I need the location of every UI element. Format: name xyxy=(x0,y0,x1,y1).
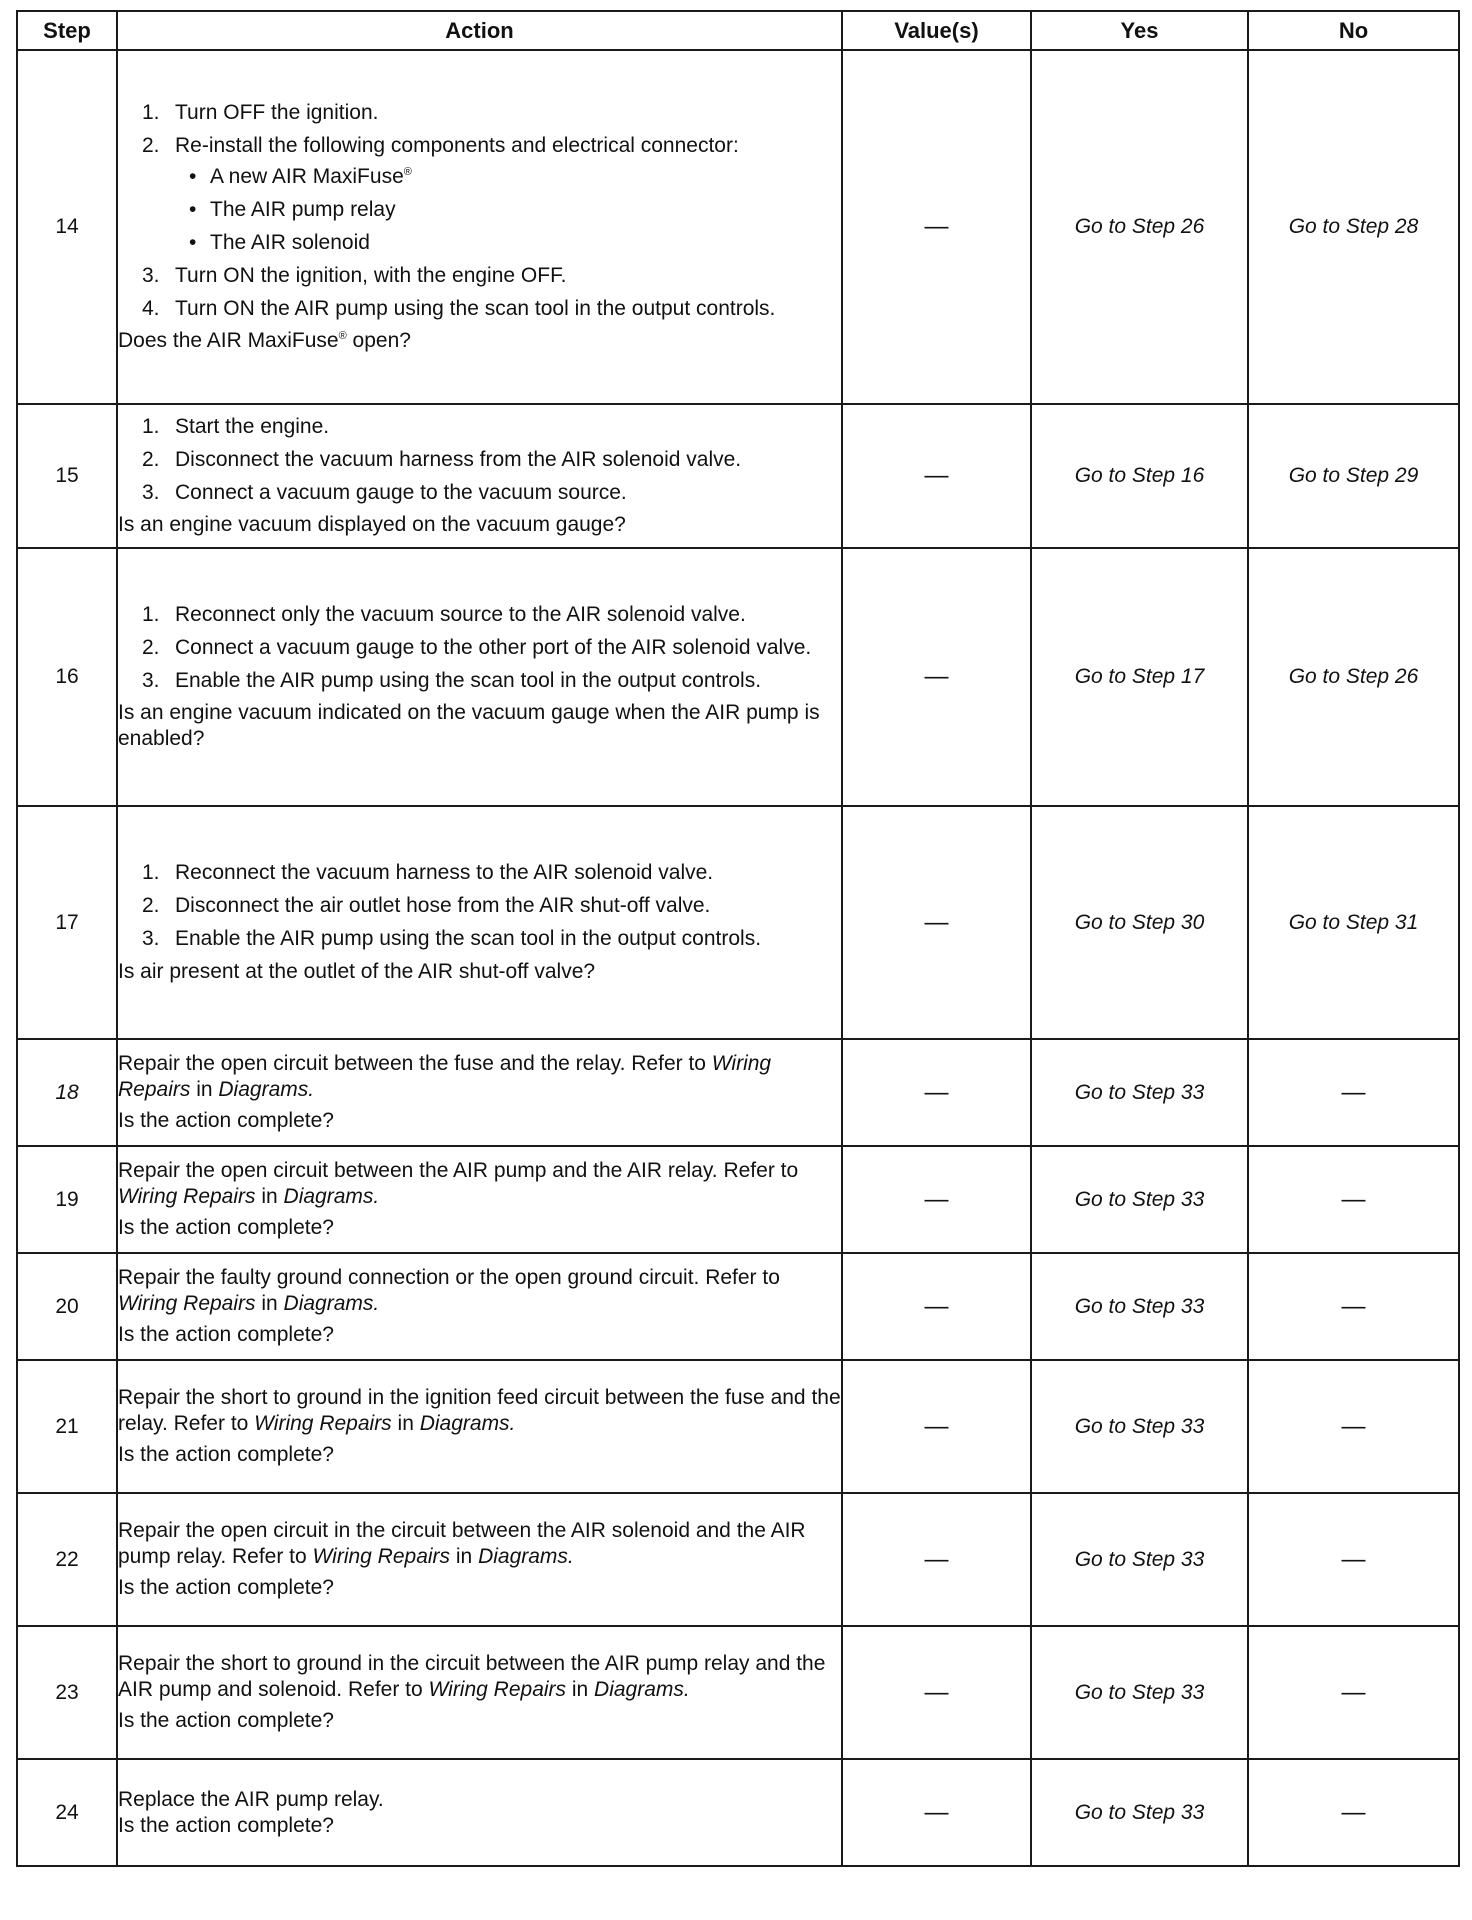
list-item: 4. Turn ON the AIR pump using the scan tool in the output controls. xyxy=(142,296,776,320)
header-no: No xyxy=(1248,11,1459,50)
yes-link[interactable]: Go to Step 33 xyxy=(1031,1253,1248,1360)
value-cell: — xyxy=(842,1759,1031,1866)
value-cell: — xyxy=(842,1039,1031,1146)
yes-link[interactable]: Go to Step 33 xyxy=(1031,1039,1248,1146)
table-row xyxy=(17,806,1459,1039)
table-row xyxy=(17,1626,1459,1759)
step-number: 24 xyxy=(17,1759,117,1866)
step-number: 16 xyxy=(17,548,117,806)
header-action: Action xyxy=(117,11,842,50)
action-cell xyxy=(117,806,842,1039)
action-text: Repair the short to ground in the ignition feed circuit between the fuse and the relay. Refer to Wiring Repairs in Diagrams. xyxy=(118,1386,841,1436)
step-number: 21 xyxy=(17,1360,117,1493)
step-number: 19 xyxy=(17,1146,117,1253)
yes-link[interactable]: Go to Step 30 xyxy=(1031,806,1248,1039)
step-number: 18 xyxy=(17,1039,117,1146)
no-link[interactable]: Go to Step 26 xyxy=(1248,548,1459,806)
action-list xyxy=(118,414,841,505)
value-cell: — xyxy=(842,404,1031,548)
yes-link[interactable]: Go to Step 33 xyxy=(1031,1759,1248,1866)
question-text: Does the AIR MaxiFuse® open? xyxy=(118,329,411,353)
table-row xyxy=(17,1253,1459,1360)
header-row xyxy=(17,11,1459,50)
list-item: 1. Start the engine. xyxy=(142,414,330,438)
diagnostic-steps-table xyxy=(16,10,1460,1867)
no-value: — xyxy=(1248,1759,1459,1866)
yes-link[interactable]: Go to Step 26 xyxy=(1031,50,1248,404)
action-text: Repair the short to ground in the circuit between the AIR pump relay and the AIR pump and solenoid. Refer to Wiring Repairs in Diagrams. xyxy=(118,1652,826,1702)
step-number: 23 xyxy=(17,1626,117,1759)
list-item: 3. Enable the AIR pump using the scan tool in the output controls. xyxy=(142,927,762,950)
step-number: 14 xyxy=(17,50,117,404)
value-cell: — xyxy=(842,1253,1031,1360)
no-value: — xyxy=(1248,1360,1459,1493)
action-cell xyxy=(117,548,842,806)
yes-link[interactable]: Go to Step 33 xyxy=(1031,1146,1248,1253)
action-text: Replace the AIR pump relay. xyxy=(118,1787,384,1811)
list-item: 1. Reconnect the vacuum harness to the AIR solenoid valve. xyxy=(142,861,714,885)
header-values: Value(s) xyxy=(842,11,1031,50)
diagnostic-table-page xyxy=(16,10,1458,1867)
list-item: 1. Turn OFF the ignition. xyxy=(142,100,379,124)
action-text: Repair the faulty ground connection or the open ground circuit. Refer to Wiring Repairs in Diagrams. xyxy=(118,1266,780,1316)
step-number: 15 xyxy=(17,404,117,548)
table-row xyxy=(17,1039,1459,1146)
no-value: — xyxy=(1248,1039,1459,1146)
list-item: 3. Turn ON the ignition, with the engine OFF. xyxy=(142,263,567,287)
yes-link[interactable]: Go to Step 33 xyxy=(1031,1493,1248,1626)
no-value: — xyxy=(1248,1626,1459,1759)
table-row xyxy=(17,1360,1459,1493)
step-number: 17 xyxy=(17,806,117,1039)
list-item: • The AIR solenoid xyxy=(189,231,370,254)
list-item: • The AIR pump relay xyxy=(189,198,396,222)
list-item: 2. Connect a vacuum gauge to the other port of the AIR solenoid valve. xyxy=(142,635,812,659)
action-cell xyxy=(117,1360,842,1493)
list-item: 2. Re-install the following components and electrical connector: • A new AIR MaxiFuse® • The AIR pump relay • The AIR solenoid xyxy=(118,133,841,256)
value-cell: — xyxy=(842,1360,1031,1493)
table-row xyxy=(17,1493,1459,1626)
step-number: 22 xyxy=(17,1493,117,1626)
list-item: • A new AIR MaxiFuse® xyxy=(189,165,412,189)
table-row xyxy=(17,50,1459,404)
yes-link[interactable]: Go to Step 17 xyxy=(1031,548,1248,806)
table-row xyxy=(17,404,1459,548)
question-text: Is an engine vacuum indicated on the vacuum gauge when the AIR pump is enabled? xyxy=(118,701,820,751)
question-text: Is the action complete? xyxy=(118,1108,334,1132)
list-item: 3. Connect a vacuum gauge to the vacuum source. xyxy=(142,480,627,504)
action-text: Repair the open circuit between the fuse and the relay. Refer to Wiring Repairs in Diagrams. xyxy=(118,1052,772,1102)
value-cell: — xyxy=(842,1626,1031,1759)
yes-link[interactable]: Go to Step 33 xyxy=(1031,1626,1248,1759)
yes-link[interactable]: Go to Step 16 xyxy=(1031,404,1248,548)
list-item: 1. Reconnect only the vacuum source to the AIR solenoid valve. xyxy=(142,602,746,626)
question-text: Is the action complete? xyxy=(118,1215,334,1239)
question-text: Is the action complete? xyxy=(118,1813,334,1837)
header-step: Step xyxy=(17,11,117,50)
list-item: 2. Disconnect the air outlet hose from the AIR shut-off valve. xyxy=(142,894,711,918)
no-link[interactable]: Go to Step 31 xyxy=(1248,806,1459,1039)
question-text: Is an engine vacuum displayed on the vacuum gauge? xyxy=(118,513,626,537)
no-link[interactable]: Go to Step 29 xyxy=(1248,404,1459,548)
action-cell xyxy=(117,1759,842,1866)
action-cell xyxy=(117,1493,842,1626)
question-text: Is the action complete? xyxy=(118,1708,334,1732)
value-cell: — xyxy=(842,50,1031,404)
no-value: — xyxy=(1248,1253,1459,1360)
question-text: Is the action complete? xyxy=(118,1322,334,1346)
no-value: — xyxy=(1248,1146,1459,1253)
action-list xyxy=(118,100,841,322)
value-cell: — xyxy=(842,548,1031,806)
action-cell xyxy=(117,1039,842,1146)
header-yes: Yes xyxy=(1031,11,1248,50)
action-text: Repair the open circuit in the circuit between the AIR solenoid and the AIR pump relay. Refer to Wiring Repairs in Diagrams. xyxy=(118,1519,806,1569)
registered-mark: ® xyxy=(403,166,412,179)
table-row xyxy=(17,548,1459,806)
component-list xyxy=(175,164,841,255)
table-row xyxy=(17,1759,1459,1866)
action-cell xyxy=(117,1146,842,1253)
value-cell: — xyxy=(842,1146,1031,1253)
list-item: 3. Enable the AIR pump using the scan tool in the output controls. xyxy=(142,668,762,692)
action-list xyxy=(118,602,841,693)
value-cell: — xyxy=(842,1493,1031,1626)
table-row xyxy=(17,1146,1459,1253)
question-text: Is the action complete? xyxy=(118,1575,334,1599)
action-cell xyxy=(117,404,842,548)
no-link[interactable]: Go to Step 28 xyxy=(1248,50,1459,404)
action-list xyxy=(118,860,841,951)
no-value: — xyxy=(1248,1493,1459,1626)
question-text: Is the action complete? xyxy=(118,1442,334,1466)
question-text: Is air present at the outlet of the AIR shut-off valve? xyxy=(118,959,596,983)
step-number: 20 xyxy=(17,1253,117,1360)
action-text: Repair the open circuit between the AIR pump and the AIR relay. Refer to Wiring Repairs in Diagrams. xyxy=(118,1159,799,1209)
list-item: 2. Disconnect the vacuum harness from the AIR solenoid valve. xyxy=(142,447,742,471)
yes-link[interactable]: Go to Step 33 xyxy=(1031,1360,1248,1493)
action-cell xyxy=(117,50,842,404)
action-cell xyxy=(117,1626,842,1759)
value-cell: — xyxy=(842,806,1031,1039)
action-cell xyxy=(117,1253,842,1360)
